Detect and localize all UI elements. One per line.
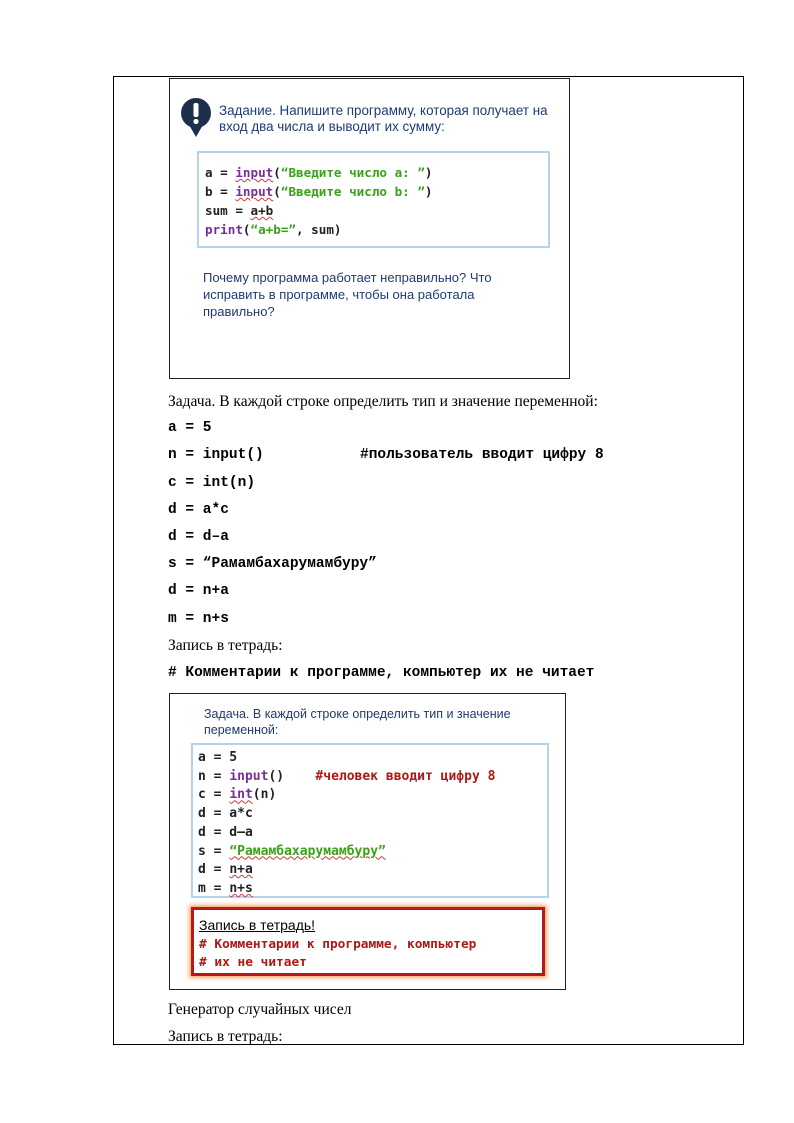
input-keyword: input	[235, 184, 274, 199]
note-title: Запись в тетрадь!	[199, 917, 316, 933]
note-label-2: Запись в тетрадь:	[168, 1028, 283, 1045]
inline-comment: #человек вводит цифру 8	[315, 768, 496, 784]
input-keyword: input	[235, 165, 274, 180]
code-line: b = input(“Введите число b: ”)	[205, 184, 433, 199]
input-keyword: input	[229, 768, 269, 784]
slide1-code-box	[197, 151, 550, 248]
code-line: d = n+a	[198, 862, 253, 878]
code-line: n = input()	[168, 447, 264, 463]
inline-comment: #пользователь вводит цифру 8	[360, 447, 604, 463]
code-line: print(“a+b=”, sum)	[205, 222, 342, 237]
task-heading: Задача. В каждой строке определить тип и значение переменной:	[168, 393, 598, 410]
note-line: # Комментарии к программе, компьютер	[199, 937, 477, 952]
code-line: n = input() #человек вводит цифру 8	[198, 768, 496, 784]
slide1-question: Почему программа работает неправильно? Что исправить в программе, чтобы она работала правильно?	[203, 270, 492, 319]
code-line: sum = a+b	[205, 203, 274, 218]
slide1-task-text: Задание. Напишите программу, которая получает на вход два числа и выводит их сумму:	[219, 103, 548, 134]
slide2-task-text: Задача. В каждой строке определить тип и значение переменной:	[204, 707, 511, 737]
note-label: Запись в тетрадь:	[168, 637, 283, 654]
code-line: m = n+s	[198, 880, 253, 896]
code-line: a = 5	[168, 420, 212, 436]
code-line: d = d–a	[198, 824, 253, 840]
code-line: d = a*c	[198, 806, 253, 822]
code-line: s = “Рамамбахарумамбуру”	[168, 556, 377, 572]
code-line: c = int(n)	[198, 787, 277, 803]
code-line: d = d–a	[168, 529, 229, 545]
int-keyword: int	[229, 787, 253, 803]
code-line: a = 5	[198, 750, 238, 765]
exclamation-icon	[180, 97, 212, 139]
generator-heading: Генератор случайных чисел	[168, 1001, 352, 1018]
code-line: d = a*c	[168, 502, 229, 518]
note-line: # их не читает	[199, 955, 307, 970]
print-keyword: print	[205, 222, 243, 237]
code-line: s = “Рамамбахарумамбуру”	[198, 843, 386, 859]
code-line: d = n+a	[168, 583, 229, 599]
code-line: m = n+s	[168, 611, 229, 627]
code-line: a = input(“Введите число a: ”)	[205, 165, 433, 180]
comment-line: # Комментарии к программе, компьютер их не читает	[168, 665, 595, 681]
code-line: c = int(n)	[168, 475, 256, 491]
slide2-code-box	[191, 743, 549, 898]
notebook-note-box	[191, 907, 545, 976]
